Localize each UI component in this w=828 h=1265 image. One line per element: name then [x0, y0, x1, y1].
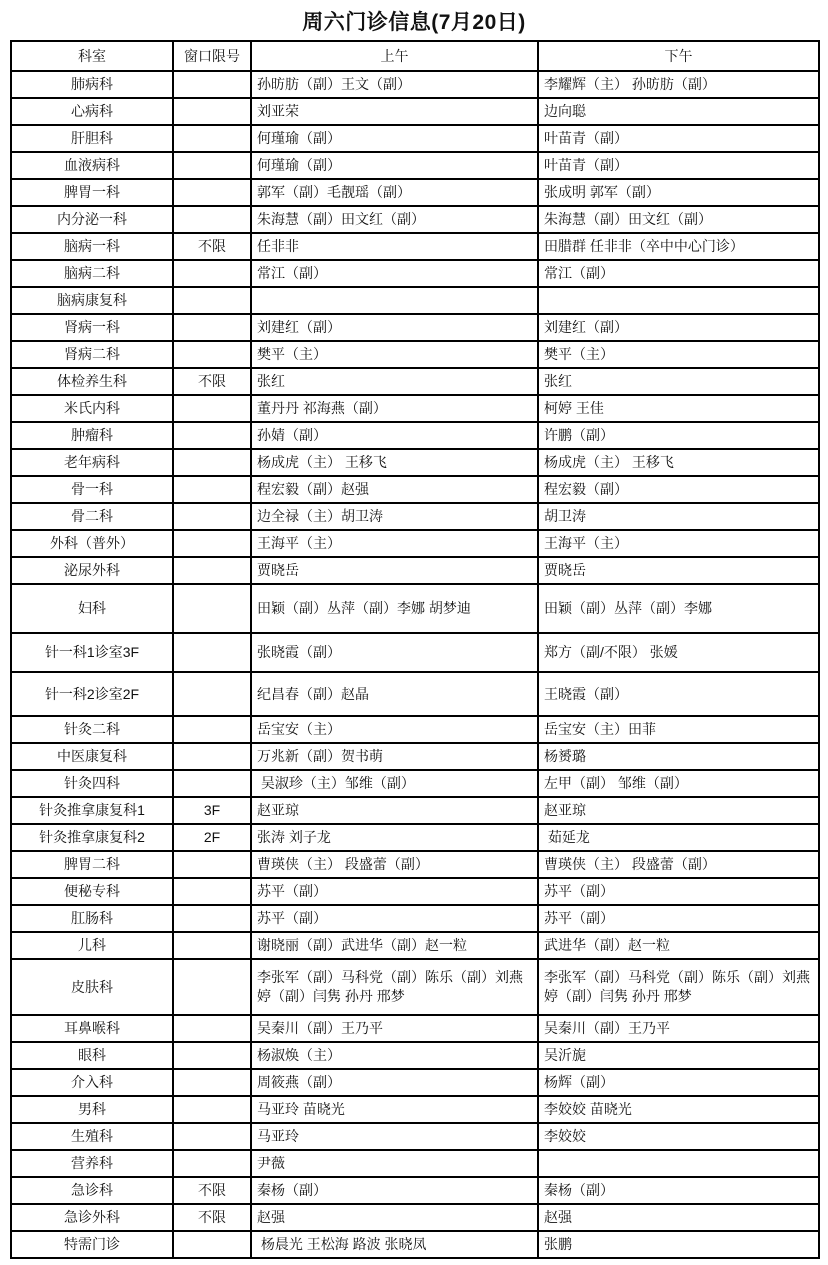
afternoon-cell: 田腊群 任非非（卒中中心门诊）	[538, 233, 819, 260]
afternoon-cell: 朱海慧（副）田文红（副）	[538, 206, 819, 233]
afternoon-cell: 常江（副）	[538, 260, 819, 287]
window-limit-cell	[173, 878, 251, 905]
window-limit-cell	[173, 71, 251, 98]
window-limit-cell	[173, 1015, 251, 1042]
morning-cell: 任非非	[251, 233, 538, 260]
table-row	[11, 530, 819, 557]
window-limit-cell	[173, 422, 251, 449]
window-limit-cell	[173, 557, 251, 584]
afternoon-cell: 程宏毅（副）	[538, 476, 819, 503]
window-limit-cell	[173, 743, 251, 770]
department-cell: 针一科2诊室2F	[11, 672, 173, 716]
morning-cell: 周筱燕（副）	[251, 1069, 538, 1096]
table-row	[11, 125, 819, 152]
table-row	[11, 1015, 819, 1042]
afternoon-cell: 刘建红（副）	[538, 314, 819, 341]
morning-cell: 刘亚荣	[251, 98, 538, 125]
table-row	[11, 476, 819, 503]
afternoon-cell: 左甲（副） 邹维（副）	[538, 770, 819, 797]
department-cell: 特需门诊	[11, 1231, 173, 1258]
window-limit-cell	[173, 932, 251, 959]
morning-cell: 谢晓丽（副）武进华（副）赵一粒	[251, 932, 538, 959]
table-row	[11, 797, 819, 824]
morning-cell: 贾晓岳	[251, 557, 538, 584]
department-cell: 体检养生科	[11, 368, 173, 395]
morning-cell: 郭军（副）毛靓瑶（副）	[251, 179, 538, 206]
department-cell: 急诊外科	[11, 1204, 173, 1231]
table-row	[11, 1204, 819, 1231]
table-row	[11, 932, 819, 959]
afternoon-cell: 赵亚琼	[538, 797, 819, 824]
window-limit-cell	[173, 1150, 251, 1177]
department-cell: 儿科	[11, 932, 173, 959]
department-cell: 针一科1诊室3F	[11, 633, 173, 672]
morning-cell: 张晓霞（副）	[251, 633, 538, 672]
afternoon-cell: 李姣姣	[538, 1123, 819, 1150]
schedule-body	[11, 71, 819, 1258]
window-limit-cell	[173, 260, 251, 287]
window-limit-cell	[173, 206, 251, 233]
morning-cell	[251, 287, 538, 314]
morning-cell: 万兆新（副）贺书萌	[251, 743, 538, 770]
window-limit-cell	[173, 1042, 251, 1069]
morning-cell: 李张军（副）马科党（副）陈乐（副）刘燕婷（副）闫隽 孙丹 邢梦	[251, 959, 538, 1015]
department-cell: 生殖科	[11, 1123, 173, 1150]
afternoon-cell: 赵强	[538, 1204, 819, 1231]
department-cell: 妇科	[11, 584, 173, 633]
afternoon-cell: 王晓霞（副）	[538, 672, 819, 716]
header-window-limit: 窗口限号	[173, 41, 251, 71]
morning-cell: 杨晨光 王松海 路波 张晓凤	[251, 1231, 538, 1258]
window-limit-cell	[173, 476, 251, 503]
afternoon-cell: 胡卫涛	[538, 503, 819, 530]
window-limit-cell	[173, 905, 251, 932]
window-limit-cell	[173, 287, 251, 314]
morning-cell: 赵强	[251, 1204, 538, 1231]
morning-cell: 孙昉肪（副）王文（副）	[251, 71, 538, 98]
department-cell: 眼科	[11, 1042, 173, 1069]
table-row	[11, 1096, 819, 1123]
window-limit-cell	[173, 1231, 251, 1258]
afternoon-cell: 杨辉（副）	[538, 1069, 819, 1096]
window-limit-cell	[173, 851, 251, 878]
table-row	[11, 71, 819, 98]
department-cell: 急诊科	[11, 1177, 173, 1204]
afternoon-cell: 李耀辉（主） 孙昉肪（副）	[538, 71, 819, 98]
department-cell: 中医康复科	[11, 743, 173, 770]
window-limit-cell	[173, 179, 251, 206]
window-limit-cell	[173, 449, 251, 476]
afternoon-cell: 李姣姣 苗晓光	[538, 1096, 819, 1123]
department-cell: 介入科	[11, 1069, 173, 1096]
morning-cell: 苏平（副）	[251, 905, 538, 932]
window-limit-cell	[173, 125, 251, 152]
window-limit-cell: 不限	[173, 233, 251, 260]
afternoon-cell	[538, 287, 819, 314]
afternoon-cell: 贾晓岳	[538, 557, 819, 584]
table-row	[11, 1123, 819, 1150]
department-cell: 肾病一科	[11, 314, 173, 341]
schedule-table	[10, 40, 820, 1259]
afternoon-cell: 杨成虎（主） 王移飞	[538, 449, 819, 476]
department-cell: 针灸推拿康复科1	[11, 797, 173, 824]
table-row	[11, 672, 819, 716]
morning-cell: 吴淑珍（主）邹维（副）	[251, 770, 538, 797]
window-limit-cell	[173, 633, 251, 672]
afternoon-cell: 张鹏	[538, 1231, 819, 1258]
window-limit-cell: 2F	[173, 824, 251, 851]
window-limit-cell: 不限	[173, 368, 251, 395]
table-row	[11, 287, 819, 314]
morning-cell: 常江（副）	[251, 260, 538, 287]
afternoon-cell: 茹延龙	[538, 824, 819, 851]
department-cell: 便秘专科	[11, 878, 173, 905]
header-morning: 上午	[251, 41, 538, 71]
table-row	[11, 1231, 819, 1258]
table-row	[11, 152, 819, 179]
morning-cell: 董丹丹 祁海燕（副）	[251, 395, 538, 422]
morning-cell: 苏平（副）	[251, 878, 538, 905]
table-row	[11, 878, 819, 905]
afternoon-cell: 吴秦川（副）王乃平	[538, 1015, 819, 1042]
table-row	[11, 824, 819, 851]
department-cell: 男科	[11, 1096, 173, 1123]
morning-cell: 王海平（主）	[251, 530, 538, 557]
morning-cell: 杨成虎（主） 王移飞	[251, 449, 538, 476]
window-limit-cell	[173, 716, 251, 743]
afternoon-cell: 柯婷 王佳	[538, 395, 819, 422]
department-cell: 心病科	[11, 98, 173, 125]
window-limit-cell	[173, 1096, 251, 1123]
department-cell: 肺病科	[11, 71, 173, 98]
window-limit-cell	[173, 395, 251, 422]
table-row	[11, 1177, 819, 1204]
department-cell: 脑病一科	[11, 233, 173, 260]
afternoon-cell: 许鹏（副）	[538, 422, 819, 449]
table-row	[11, 260, 819, 287]
window-limit-cell	[173, 672, 251, 716]
table-row	[11, 1042, 819, 1069]
table-row	[11, 449, 819, 476]
window-limit-cell	[173, 1123, 251, 1150]
table-row	[11, 206, 819, 233]
window-limit-cell	[173, 341, 251, 368]
afternoon-cell: 秦杨（副）	[538, 1177, 819, 1204]
morning-cell: 何瑾瑜（副）	[251, 152, 538, 179]
table-row	[11, 503, 819, 530]
afternoon-cell: 张红	[538, 368, 819, 395]
morning-cell: 孙婧（副）	[251, 422, 538, 449]
morning-cell: 樊平（主）	[251, 341, 538, 368]
window-limit-cell	[173, 152, 251, 179]
afternoon-cell: 曹瑛侠（主） 段盛蕾（副）	[538, 851, 819, 878]
window-limit-cell	[173, 770, 251, 797]
table-header	[11, 41, 819, 71]
department-cell: 肛肠科	[11, 905, 173, 932]
morning-cell: 张红	[251, 368, 538, 395]
table-row	[11, 179, 819, 206]
morning-cell: 马亚玲	[251, 1123, 538, 1150]
window-limit-cell: 不限	[173, 1204, 251, 1231]
table-row	[11, 584, 819, 633]
table-row	[11, 905, 819, 932]
department-cell: 脑病康复科	[11, 287, 173, 314]
morning-cell: 赵亚琼	[251, 797, 538, 824]
table-row	[11, 395, 819, 422]
morning-cell: 吴秦川（副）王乃平	[251, 1015, 538, 1042]
table-row	[11, 633, 819, 672]
department-cell: 米氏内科	[11, 395, 173, 422]
morning-cell: 刘建红（副）	[251, 314, 538, 341]
morning-cell: 张涛 刘子龙	[251, 824, 538, 851]
department-cell: 针灸四科	[11, 770, 173, 797]
afternoon-cell: 李张军（副）马科党（副）陈乐（副）刘燕婷（副）闫隽 孙丹 邢梦	[538, 959, 819, 1015]
window-limit-cell	[173, 1069, 251, 1096]
header-department: 科室	[11, 41, 173, 71]
header-afternoon: 下午	[538, 41, 819, 71]
afternoon-cell: 边向聪	[538, 98, 819, 125]
table-row	[11, 233, 819, 260]
department-cell: 脾胃一科	[11, 179, 173, 206]
table-row	[11, 716, 819, 743]
afternoon-cell: 岳宝安（主）田菲	[538, 716, 819, 743]
afternoon-cell: 武进华（副）赵一粒	[538, 932, 819, 959]
department-cell: 外科（普外）	[11, 530, 173, 557]
department-cell: 内分泌一科	[11, 206, 173, 233]
department-cell: 肾病二科	[11, 341, 173, 368]
department-cell: 耳鼻喉科	[11, 1015, 173, 1042]
afternoon-cell: 苏平（副）	[538, 905, 819, 932]
window-limit-cell	[173, 314, 251, 341]
afternoon-cell: 杨赟璐	[538, 743, 819, 770]
table-row	[11, 1069, 819, 1096]
morning-cell: 纪昌春（副）赵晶	[251, 672, 538, 716]
department-cell: 肿瘤科	[11, 422, 173, 449]
department-cell: 针灸二科	[11, 716, 173, 743]
morning-cell: 程宏毅（副）赵强	[251, 476, 538, 503]
morning-cell: 秦杨（副）	[251, 1177, 538, 1204]
morning-cell: 岳宝安（主）	[251, 716, 538, 743]
window-limit-cell: 3F	[173, 797, 251, 824]
department-cell: 泌尿外科	[11, 557, 173, 584]
window-limit-cell	[173, 584, 251, 633]
morning-cell: 曹瑛侠（主） 段盛蕾（副）	[251, 851, 538, 878]
afternoon-cell: 张成明 郭军（副）	[538, 179, 819, 206]
table-row	[11, 368, 819, 395]
department-cell: 骨二科	[11, 503, 173, 530]
afternoon-cell: 郑方（副/不限） 张媛	[538, 633, 819, 672]
table-row	[11, 341, 819, 368]
afternoon-cell: 吴沂旎	[538, 1042, 819, 1069]
table-row	[11, 557, 819, 584]
table-row	[11, 743, 819, 770]
afternoon-cell: 王海平（主）	[538, 530, 819, 557]
page-title: 周六门诊信息(7月20日)	[302, 11, 526, 34]
table-row	[11, 851, 819, 878]
morning-cell: 何瑾瑜（副）	[251, 125, 538, 152]
department-cell: 皮肤科	[11, 959, 173, 1015]
window-limit-cell	[173, 503, 251, 530]
table-row	[11, 422, 819, 449]
afternoon-cell	[538, 1150, 819, 1177]
department-cell: 脑病二科	[11, 260, 173, 287]
department-cell: 营养科	[11, 1150, 173, 1177]
department-cell: 血液病科	[11, 152, 173, 179]
department-cell: 脾胃二科	[11, 851, 173, 878]
header-row	[11, 41, 819, 71]
morning-cell: 尹薇	[251, 1150, 538, 1177]
morning-cell: 杨淑焕（主）	[251, 1042, 538, 1069]
afternoon-cell: 樊平（主）	[538, 341, 819, 368]
afternoon-cell: 田颖（副）丛萍（副）李娜	[538, 584, 819, 633]
window-limit-cell	[173, 959, 251, 1015]
department-cell: 老年病科	[11, 449, 173, 476]
afternoon-cell: 叶苗青（副）	[538, 152, 819, 179]
window-limit-cell: 不限	[173, 1177, 251, 1204]
morning-cell: 朱海慧（副）田文红（副）	[251, 206, 538, 233]
table-row	[11, 959, 819, 1015]
department-cell: 骨一科	[11, 476, 173, 503]
table-row	[11, 314, 819, 341]
afternoon-cell: 叶苗青（副）	[538, 125, 819, 152]
table-row	[11, 98, 819, 125]
department-cell: 肝胆科	[11, 125, 173, 152]
afternoon-cell: 苏平（副）	[538, 878, 819, 905]
department-cell: 针灸推拿康复科2	[11, 824, 173, 851]
morning-cell: 边全禄（主）胡卫涛	[251, 503, 538, 530]
table-row	[11, 770, 819, 797]
morning-cell: 马亚玲 苗晓光	[251, 1096, 538, 1123]
morning-cell: 田颖（副）丛萍（副）李娜 胡梦迪	[251, 584, 538, 633]
table-row	[11, 1150, 819, 1177]
window-limit-cell	[173, 530, 251, 557]
window-limit-cell	[173, 98, 251, 125]
